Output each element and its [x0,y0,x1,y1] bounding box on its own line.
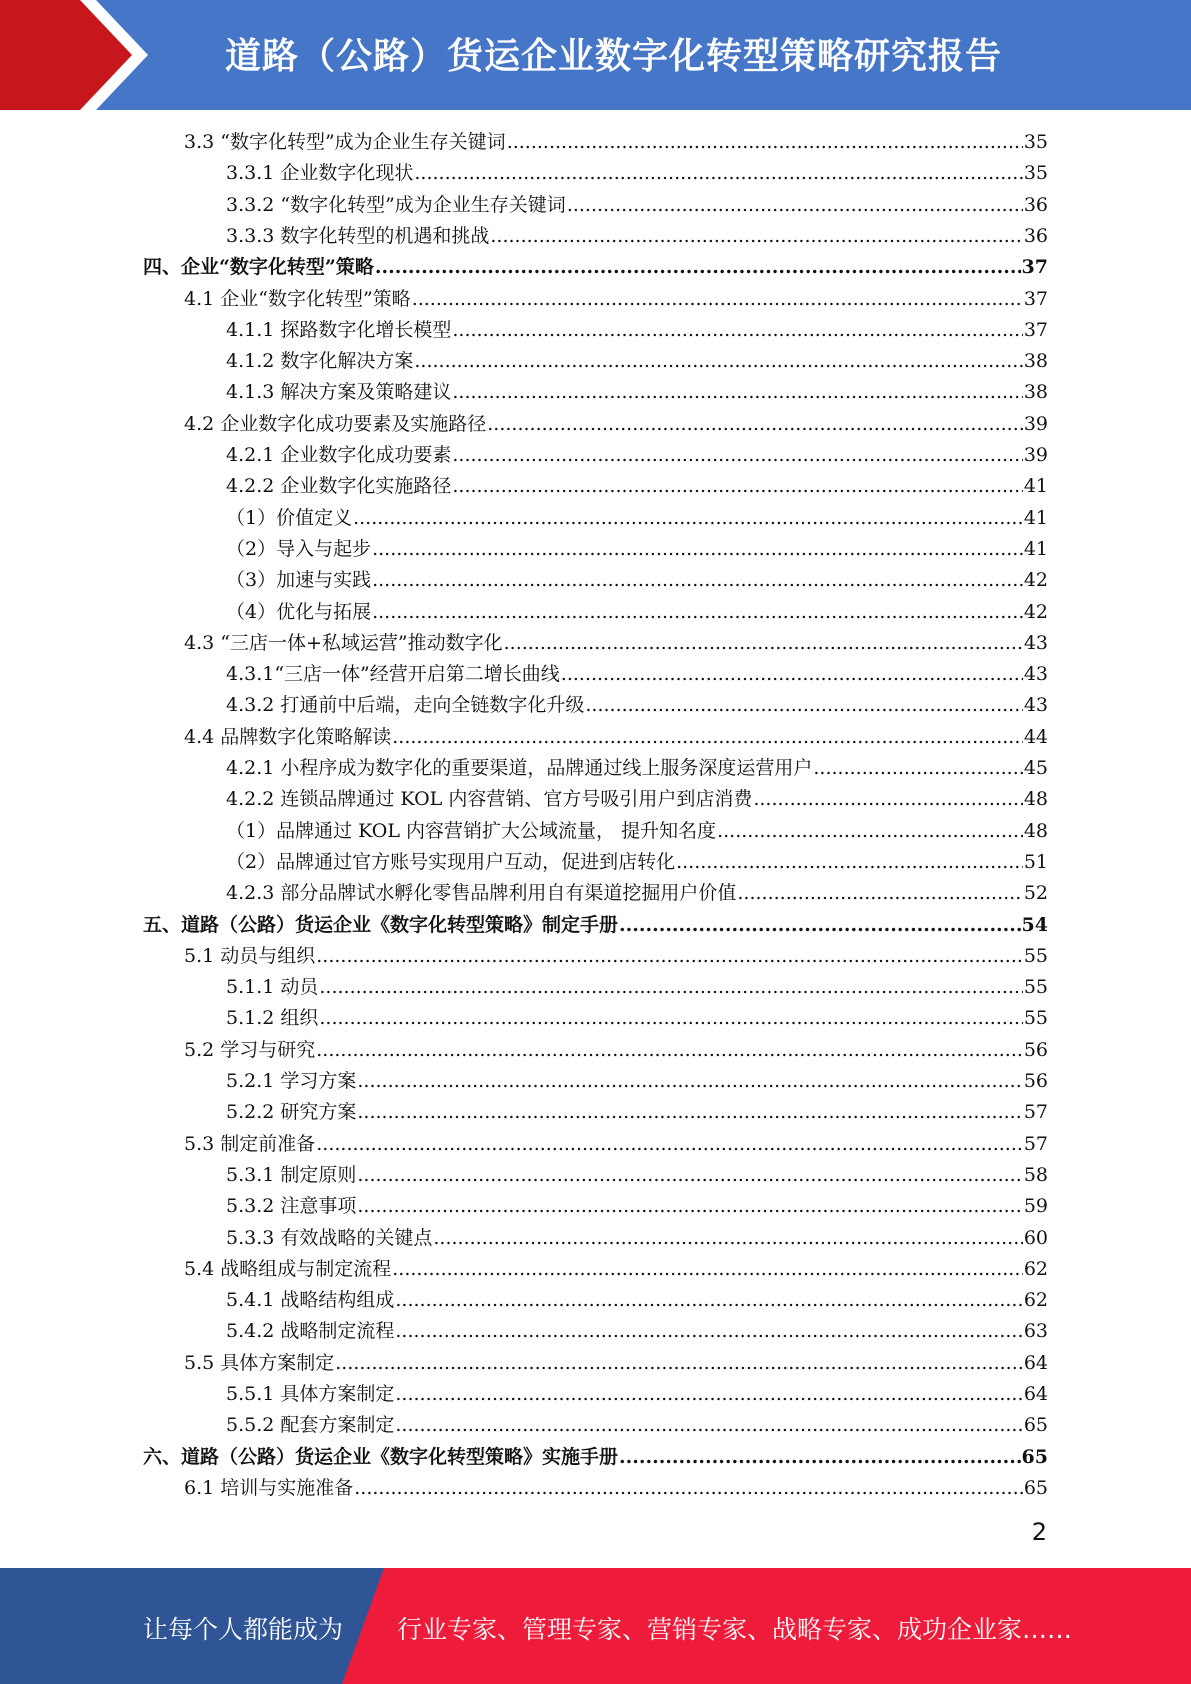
toc-entry-page: 42 [1023,600,1048,623]
toc-entry-title: 4.2.2 企业数字化实施路径 [226,475,452,498]
toc-entry-page: 48 [1023,788,1048,811]
toc-leader-dots [319,972,1022,1003]
footer-slogan-right: 行业专家、管理专家、营销专家、战略专家、成功企业家…… [397,1615,1073,1644]
toc-entry-title: 五、道路（公路）货运企业《数字化转型策略》制定手册 [143,913,619,936]
toc-entry-page: 65 [1021,1445,1048,1468]
toc-leader-dots [619,910,1021,941]
toc-entry-title: 6.1 培训与实施准备 [184,1476,354,1499]
toc-leader-dots [414,158,1022,189]
toc-leader-dots [567,190,1023,221]
toc-entry[interactable] [226,1410,1048,1441]
toc-entry[interactable] [184,1473,1048,1504]
toc-entry[interactable] [143,1442,1048,1473]
toc-leader-dots [357,1191,1022,1222]
toc-entry[interactable] [226,972,1048,1003]
toc-entry-title: （2）品牌通过官方账号实现用户互动，促进到店转化 [226,850,676,873]
toc-entry[interactable] [143,910,1048,941]
toc-entry[interactable] [226,346,1048,377]
toc-entry-page: 44 [1023,725,1048,748]
toc-entry-title: 4.1.1 探路数字化增长模型 [226,318,452,341]
toc-leader-dots [487,409,1023,440]
toc-entry-title: 5.1.1 动员 [226,976,319,999]
toc-leader-dots [316,941,1023,972]
toc-entry[interactable] [226,784,1048,815]
toc-entry-title: 5.1 动员与组织 [184,944,316,967]
toc-entry-page: 62 [1023,1257,1048,1280]
toc-entry-title: 4.1.3 解决方案及策略建议 [226,381,452,404]
toc-entry-title: 5.2.1 学习方案 [226,1070,357,1092]
toc-entry[interactable] [226,377,1048,408]
toc-entry-page: 41 [1023,537,1048,560]
page-header [0,0,1191,110]
toc-entry-title: 4.3.2 打通前中后端，走向全链数字化升级 [226,694,585,717]
toc-entry-title: 5.2 学习与研究 [184,1038,316,1061]
toc-entry-title: 5.3.2 注意事项 [226,1195,357,1218]
toc-entry-page: 43 [1023,631,1048,654]
page-number: 2 [1031,1518,1047,1546]
toc-entry-page: 38 [1023,350,1048,373]
toc-leader-dots [452,315,1022,346]
toc-entry-title: 4.2.1 企业数字化成功要素 [226,444,452,466]
toc-leader-dots [372,597,1023,628]
toc-leader-dots [452,377,1022,408]
toc-entry-page: 55 [1023,944,1048,967]
toc-entry-page: 38 [1023,381,1048,404]
toc-leader-dots [353,503,1023,534]
toc-leader-dots [507,127,1023,158]
toc-entry-page: 37 [1023,287,1048,310]
toc-leader-dots [490,221,1022,252]
toc-entry[interactable] [226,847,1048,878]
toc-leader-dots [395,1285,1022,1316]
toc-entry-page: 54 [1021,913,1048,936]
toc-entry-title: 5.3.1 制定原则 [226,1163,357,1186]
toc-entry-title: 4.2 企业数字化成功要素及实施路径 [184,412,487,435]
toc-entry-title: 5.5.2 配套方案制定 [226,1414,395,1437]
toc-leader-dots [316,1035,1023,1066]
toc-leader-dots [676,847,1023,878]
toc-entry-page: 43 [1023,694,1048,717]
toc-entry[interactable] [226,1223,1048,1254]
toc-entry[interactable] [226,1160,1048,1191]
toc-entry-page: 65 [1023,1476,1048,1499]
toc-leader-dots [395,1410,1022,1441]
toc-leader-dots [395,1316,1022,1347]
toc-entry[interactable] [184,1035,1048,1066]
toc-leader-dots [316,1129,1023,1160]
toc-leader-dots [412,284,1023,315]
toc-leader-dots [561,659,1023,690]
toc-entry-page: 55 [1023,976,1048,999]
toc-entry-page: 39 [1023,412,1048,435]
toc-entry-page: 60 [1023,1226,1048,1249]
toc-entry[interactable] [226,440,1048,471]
toc-entry-page: 63 [1023,1320,1048,1343]
toc-entry[interactable] [226,471,1048,502]
toc-entry-page: 64 [1023,1351,1048,1374]
toc-entry[interactable] [184,284,1048,315]
toc-entry-page: 48 [1023,819,1048,842]
toc-entry-title: 5.2.2 研究方案 [226,1101,357,1124]
toc-entry[interactable] [226,597,1048,628]
toc-entry-title: 四、企业“数字化转型”策略 [143,256,374,279]
toc-entry-title: 4.3 “三店一体+私域运营”推动数字化 [184,631,503,654]
toc-entry-title: （1）价值定义 [226,506,353,529]
toc-entry-page: 35 [1023,131,1048,153]
toc-entry-page: 51 [1023,850,1048,873]
toc-entry-title: 六、道路（公路）货运企业《数字化转型策略》实施手册 [143,1445,619,1468]
toc-entry-title: 5.4.1 战略结构组成 [226,1289,395,1312]
toc-entry[interactable] [226,534,1048,565]
toc-entry-page: 62 [1023,1289,1048,1312]
toc-entry[interactable] [226,816,1048,847]
toc-entry-page: 58 [1023,1163,1048,1186]
toc-entry[interactable] [226,1066,1048,1097]
toc-entry-title: 5.4 战略组成与制定流程 [184,1257,392,1280]
toc-entry-title: 4.4 品牌数字化策略解读 [184,725,392,748]
toc-entry-page: 55 [1023,1007,1048,1030]
toc-leader-dots [753,784,1022,815]
toc-leader-dots [717,816,1023,847]
toc-leader-dots [452,440,1022,471]
toc-entry-page: 39 [1023,444,1048,466]
toc-entry-title: 4.1.2 数字化解决方案 [226,350,414,373]
toc-entry-page: 65 [1023,1414,1048,1437]
toc-entry-page: 36 [1023,193,1048,216]
toc-entry-page: 64 [1023,1383,1048,1405]
toc-entry-title: 4.3.1“三店一体”经营开启第二增长曲线 [226,663,560,686]
toc-entry-title: 3.3.2 “数字化转型”成为企业生存关键词 [226,193,566,216]
toc-leader-dots [392,722,1023,753]
toc-entry-page: 57 [1023,1132,1048,1155]
toc-entry-page: 36 [1023,224,1048,247]
toc-entry-page: 41 [1023,475,1048,498]
toc-entry-page: 52 [1023,882,1048,905]
footer-slogan-left: 让每个人都能成为 [143,1615,344,1644]
toc-entry-title: 3.3.3 数字化转型的机遇和挑战 [226,224,490,247]
toc-leader-dots [619,1442,1021,1473]
toc-entry[interactable] [143,252,1048,283]
toc-entry[interactable] [226,1097,1048,1128]
toc-entry[interactable] [226,1285,1048,1316]
toc-entry[interactable] [226,1379,1048,1410]
toc-entry-title: 4.2.1 小程序成为数字化的重要渠道，品牌通过线上服务深度运营用户 [226,757,813,779]
toc-leader-dots [737,878,1022,909]
toc-entry-page: 35 [1023,162,1048,185]
toc-leader-dots [452,471,1022,502]
toc-entry[interactable] [184,1129,1048,1160]
toc-entry[interactable] [226,565,1048,596]
toc-entry-title: 5.3 制定前准备 [184,1132,316,1155]
toc-leader-dots [392,1254,1023,1285]
toc-entry[interactable] [184,1348,1048,1379]
toc-entry-page: 41 [1023,506,1048,529]
toc-entry-title: （1）品牌通过 KOL 内容营销扩大公域流量， 提升知名度 [226,819,717,842]
toc-leader-dots [813,753,1022,784]
toc-entry-page: 42 [1023,569,1048,592]
toc-entry-page: 57 [1023,1101,1048,1124]
toc-entry[interactable] [226,190,1048,221]
toc-leader-dots [585,690,1022,721]
toc-entry[interactable] [226,659,1048,690]
toc-entry-page: 37 [1023,318,1048,341]
toc-entry-title: 3.3 “数字化转型”成为企业生存关键词 [184,131,506,153]
toc-entry-title: 3.3.1 企业数字化现状 [226,162,414,185]
toc-leader-dots [375,252,1021,283]
toc-leader-dots [372,565,1023,596]
toc-leader-dots [357,1097,1022,1128]
toc-entry-page: 56 [1023,1070,1048,1092]
toc-leader-dots [504,628,1023,659]
toc-leader-dots [357,1160,1022,1191]
toc-leader-dots [433,1223,1022,1254]
toc-entry-title: 4.1 企业“数字化转型”策略 [184,287,411,310]
toc-entry[interactable] [226,753,1048,784]
page-footer [0,1568,1191,1684]
toc-entry-title: 5.5.1 具体方案制定 [226,1383,395,1405]
toc-leader-dots [395,1379,1022,1410]
toc-entry[interactable] [226,1191,1048,1222]
toc-entry[interactable] [184,409,1048,440]
toc-entry-page: 56 [1023,1038,1048,1061]
toc-entry[interactable] [226,315,1048,346]
toc-entry-page: 59 [1023,1195,1048,1218]
toc-leader-dots [354,1473,1023,1504]
toc-entry-title: 4.2.2 连锁品牌通过 KOL 内容营销、官方号吸引用户到店消费 [226,788,753,811]
toc-entry-title: （4）优化与拓展 [226,600,372,623]
toc-leader-dots [357,1066,1022,1097]
toc-entry[interactable] [226,503,1048,534]
toc-entry[interactable] [226,221,1048,252]
toc-entry-title: （3）加速与实践 [226,569,372,592]
toc-entry-title: 5.3.3 有效战略的关键点 [226,1226,433,1249]
toc-entry-title: （2）导入与起步 [226,537,372,560]
toc-entry-page: 43 [1023,663,1048,686]
toc-entry[interactable] [226,878,1048,909]
toc-entry[interactable] [184,127,1048,158]
toc-entry[interactable] [226,690,1048,721]
report-title: 道路（公路）货运企业数字化转型策略研究报告 [225,36,1003,77]
toc-entry-page: 37 [1021,256,1048,279]
toc-entry-title: 4.2.3 部分品牌试水孵化零售品牌利用自有渠道挖掘用户价值 [226,882,737,905]
toc-leader-dots [372,534,1023,565]
toc-entry-title: 5.5 具体方案制定 [184,1351,335,1374]
toc-entry[interactable] [226,1003,1048,1034]
toc-entry[interactable] [184,1254,1048,1285]
toc-entry[interactable] [226,1316,1048,1347]
toc-entry[interactable] [184,722,1048,753]
toc-leader-dots [319,1003,1022,1034]
toc-entry[interactable] [226,158,1048,189]
toc-entry-title: 5.1.2 组织 [226,1007,319,1030]
toc-entry-page: 45 [1023,757,1048,779]
toc-entry[interactable] [184,941,1048,972]
toc-leader-dots [335,1348,1023,1379]
toc-entry[interactable] [184,628,1048,659]
toc-entry-title: 5.4.2 战略制定流程 [226,1320,395,1343]
toc-leader-dots [414,346,1022,377]
